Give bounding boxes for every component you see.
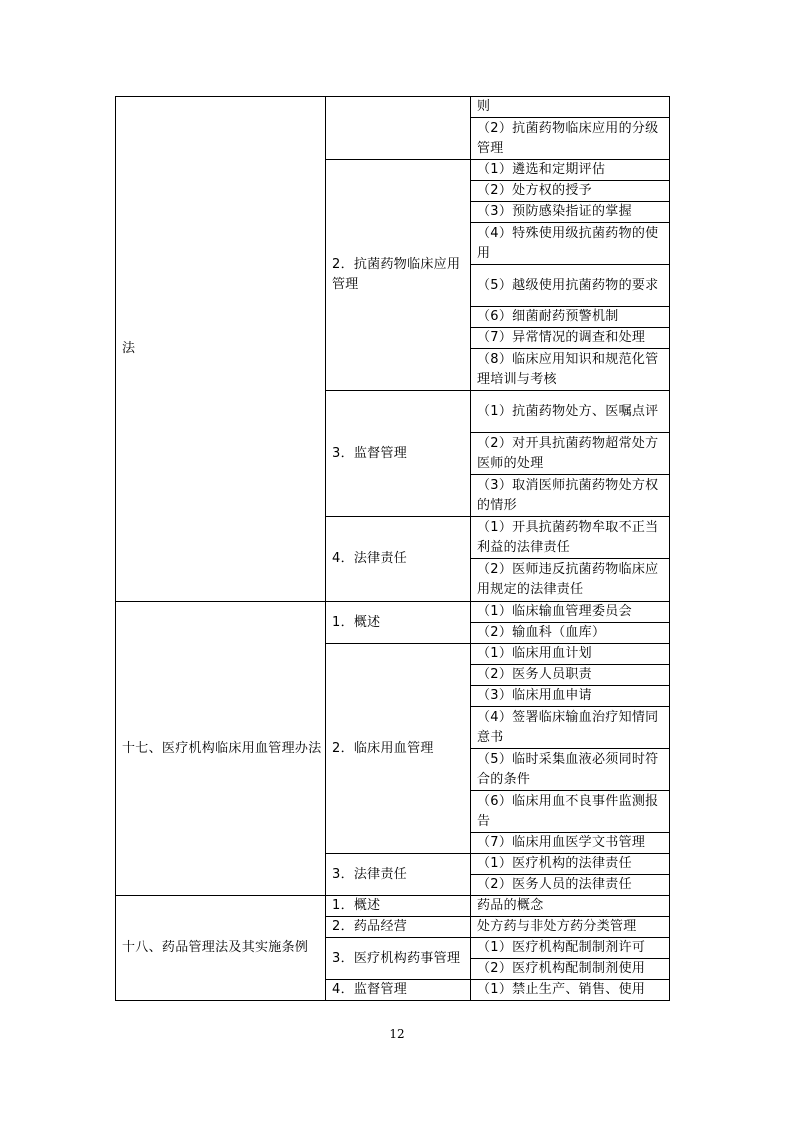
point-cell: （2）医师违反抗菌药物临床应用规定的法律责任 [471,559,670,602]
point-cell: （2）处方权的授予 [471,181,670,202]
point-cell: 药品的概念 [471,896,670,917]
topic-cell: 4．监督管理 [326,980,471,1001]
table-row [116,602,670,623]
point-cell: （1）禁止生产、销售、使用 [471,980,670,1001]
point-cell: （1）遴选和定期评估 [471,160,670,181]
point-cell: （3）临床用血申请 [471,686,670,707]
point-cell: （1）抗菌药物处方、医嘱点评 [471,391,670,433]
topic-cell: 1．概述 [326,896,471,917]
point-cell: （2）输血科（血库） [471,623,670,644]
point-cell: （6）临床用血不良事件监测报告 [471,791,670,833]
point-cell: （1）临床输血管理委员会 [471,602,670,623]
topic-cell: 3．医疗机构药事管理 [326,938,471,980]
point-cell: （2）医务人员的法律责任 [471,875,670,896]
point-cell: （4）签署临床输血治疗知情同意书 [471,707,670,749]
point-cell: （1）医疗机构配制制剂许可 [471,938,670,959]
topic-cell: 2．临床用血管理 [326,644,471,854]
point-cell: （1）医疗机构的法律责任 [471,854,670,875]
point-cell: （7）异常情况的调查和处理 [471,328,670,349]
point-cell: （4）特殊使用级抗菌药物的使用 [471,223,670,265]
point-cell: （1）开具抗菌药物牟取不正当利益的法律责任 [471,517,670,559]
syllabus-table [115,96,670,1001]
topic-cell: 3．监督管理 [326,391,471,517]
topic-cell: 3．法律责任 [326,854,471,896]
point-cell: 处方药与非处方药分类管理 [471,917,670,938]
point-cell: （5）越级使用抗菌药物的要求 [471,265,670,307]
point-cell: （3）取消医师抗菌药物处方权的情形 [471,475,670,517]
page-number: 12 [389,1027,405,1041]
point-cell: （2）医疗机构配制制剂使用 [471,959,670,980]
point-cell: （5）临时采集血液必须同时符合的条件 [471,749,670,791]
point-cell: （8）临床应用知识和规范化管理培训与考核 [471,349,670,391]
topic-cell: 1．概述 [326,602,471,644]
point-cell: （1）临床用血计划 [471,644,670,665]
point-cell: （3）预防感染指证的掌握 [471,202,670,223]
point-cell: （2）医务人员职责 [471,665,670,686]
point-cell: （7）临床用血医学文书管理 [471,833,670,854]
topic-cell: 2．药品经营 [326,917,471,938]
topic-cell [326,97,471,160]
table-row [116,97,670,118]
unit-cell: 十七、医疗机构临床用血管理办法 [116,602,326,896]
point-cell: （2）对开具抗菌药物超常处方医师的处理 [471,433,670,475]
topic-cell: 4．法律责任 [326,517,471,602]
point-cell: 则 [471,97,670,118]
unit-cell: 法 [116,97,326,602]
unit-cell: 十八、药品管理法及其实施条例 [116,896,326,1001]
topic-cell: 2．抗菌药物临床应用管理 [326,160,471,391]
point-cell: （2）抗菌药物临床应用的分级管理 [471,118,670,160]
table-row [116,896,670,917]
point-cell: （6）细菌耐药预警机制 [471,307,670,328]
